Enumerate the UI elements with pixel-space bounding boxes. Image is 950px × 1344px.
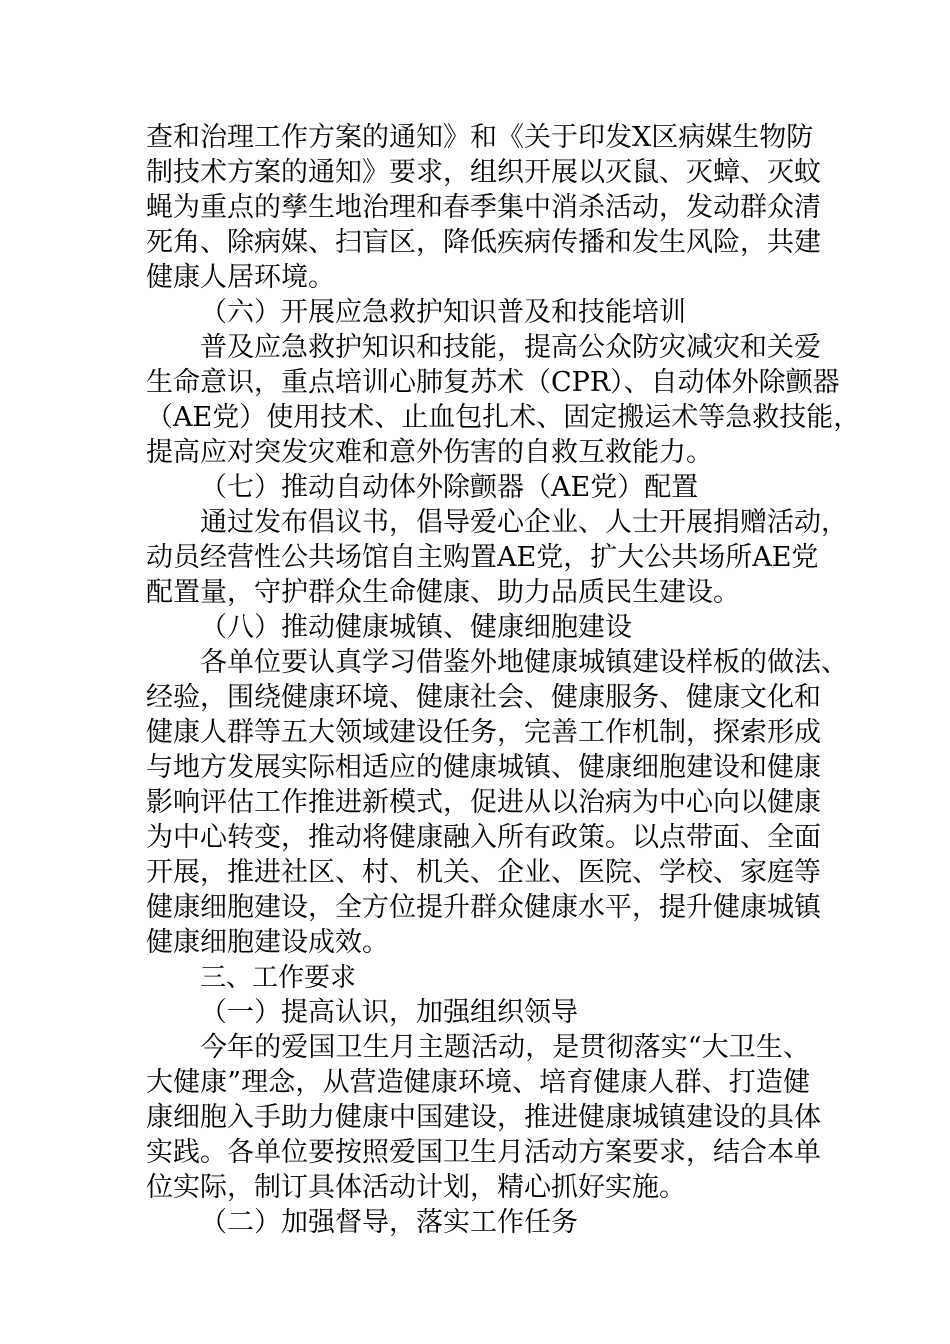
body-text-line: 今年的爱国卫生月主题活动，是贯彻落实“大卫生、 (200, 1032, 810, 1063)
subsection-heading: （二）加强督导，落实工作任务 (200, 1207, 578, 1238)
subsection-heading: （六）开展应急救护知识普及和技能培训 (200, 297, 686, 328)
body-text-line: 提高应对突发灾难和意外伤害的自救互救能力。 (146, 437, 713, 468)
subsection-heading: （八）推动健康城镇、健康细胞建设 (200, 612, 632, 643)
body-text-line: 普及应急救护知识和技能，提高公众防灾减灾和关爱 (200, 332, 821, 363)
body-text-line: 通过发布倡议书，倡导爱心企业、人士开展捐赠活动， (200, 507, 848, 538)
body-text-line: 开展，推进社区、村、机关、企业、医院、学校、家庭等 (146, 857, 821, 888)
body-text-line: 动员经营性公共场馆自主购置AE党，扩大公共场所AE党 (146, 542, 819, 573)
body-text-line: 死角、除病媒、扫盲区，降低疾病传播和发生风险，共建 (146, 227, 821, 258)
body-text-line: 蝇为重点的孳生地治理和春季集中消杀活动，发动群众清 (146, 192, 821, 223)
body-text-line: 各单位要认真学习借鉴外地健康城镇建设样板的做法、 (200, 647, 848, 678)
body-text-line: 康细胞入手助力健康中国建设，推进健康城镇建设的具体 (146, 1102, 821, 1133)
body-text-line: 配置量，守护群众生命健康、助力品质民生建设。 (146, 577, 740, 608)
body-text-line: 为中心转变，推动将健康融入所有政策。以点带面、全面 (146, 822, 821, 853)
body-text-line: 大健康”理念，从营造健康环境、培育健康人群、打造健 (146, 1067, 810, 1098)
body-text-line: 生命意识，重点培训心肺复苏术（CPR）、自动体外除颤器 (146, 367, 840, 398)
subsection-heading: （七）推动自动体外除颤器（AE党）配置 (200, 472, 699, 503)
body-text-line: 制技术方案的通知》要求，组织开展以灭鼠、灭蟑、灭蚊 (146, 157, 821, 188)
body-text-line: 经验，围绕健康环境、健康社会、健康服务、健康文化和 (146, 682, 821, 713)
body-text-line: 健康人群等五大领域建设任务，完善工作机制，探索形成 (146, 717, 821, 748)
body-text-line: 查和治理工作方案的通知》和《关于印发X区病媒生物防 (146, 122, 814, 153)
body-text-line: 位实际，制订具体活动计划，精心抓好实施。 (146, 1172, 686, 1203)
body-text-line: 健康细胞建设成效。 (146, 927, 389, 958)
subsection-heading: （一）提高认识，加强组织领导 (200, 997, 578, 1028)
body-text-line: 健康细胞建设，全方位提升群众健康水平，提升健康城镇 (146, 892, 821, 923)
body-text-line: （AE党）使用技术、止血包扎术、固定搬运术等急救技能， (146, 402, 861, 433)
body-text-line: 实践。各单位要按照爱国卫生月活动方案要求，结合本单 (146, 1137, 821, 1168)
body-text-line: 影响评估工作推进新模式，促进从以治病为中心向以健康 (146, 787, 821, 818)
body-text-line: 与地方发展实际相适应的健康城镇、健康细胞建设和健康 (146, 752, 821, 783)
body-text-line: 健康人居环境。 (146, 262, 335, 293)
section-heading: 三、工作要求 (200, 963, 357, 993)
